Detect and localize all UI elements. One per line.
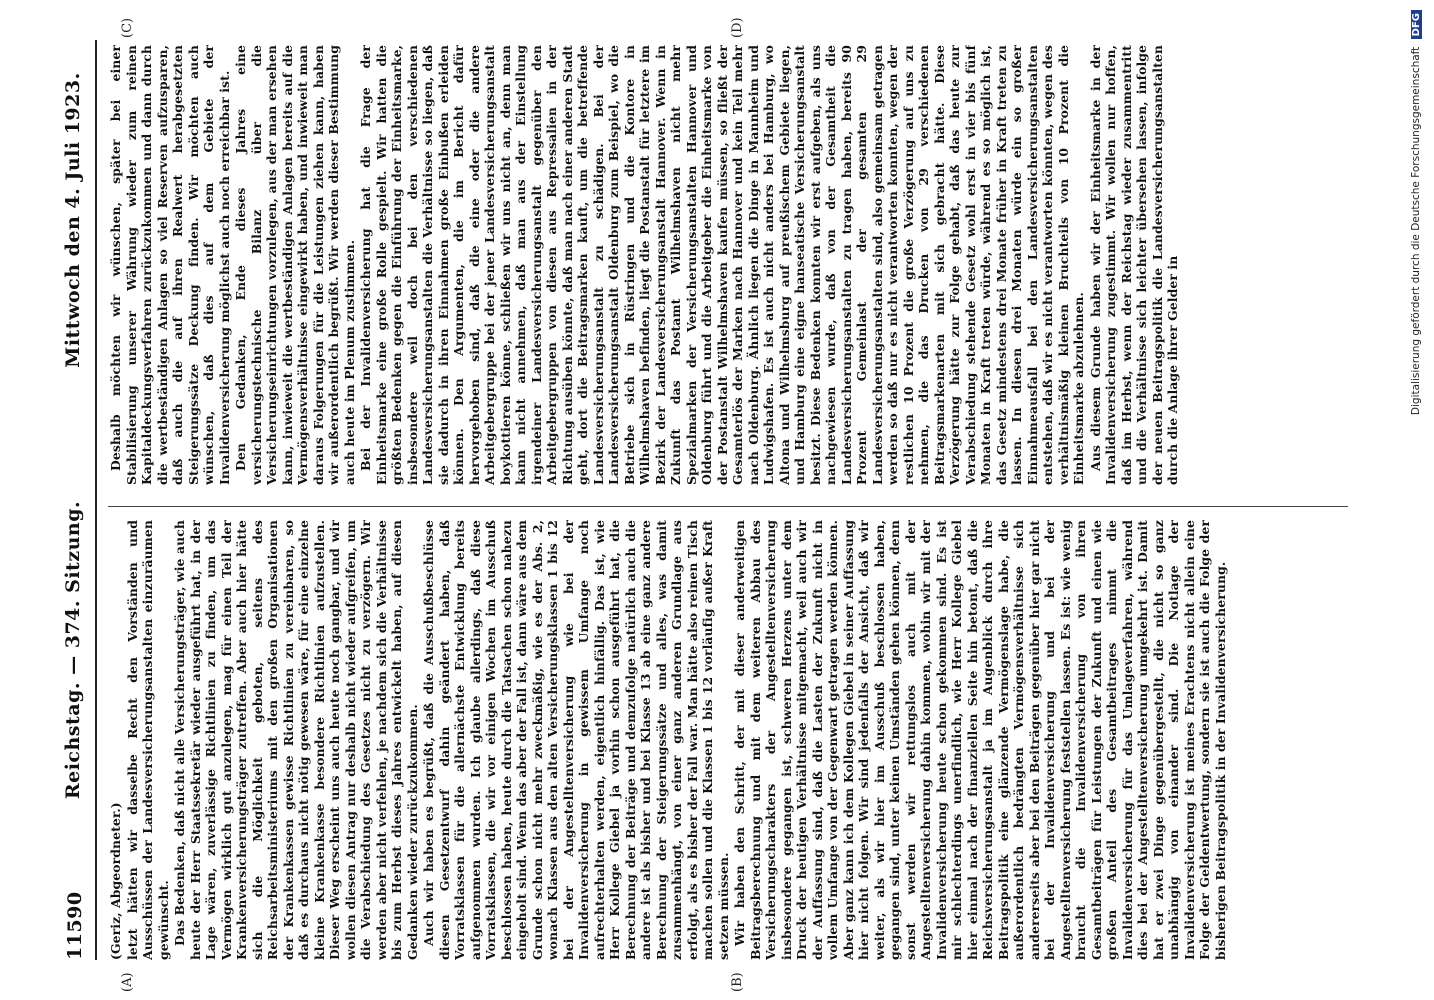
right-column [108,45,1348,485]
left-paragraph: Auch wir haben es begrüßt, daß die Ausschußbeschlüsse diesen Gesetzentwurf dahin geändert haben, daß Vorratsklassen für die allernächste Entwicklung bereits aufgenommen wurden. Ich glaube allerdings, daß diese Vorratsklassen, die wir vor einigen Wochen im Ausschuß beschlossen haben, heute durch die Tatsachen schon nahezu eingeholt sind. Wenn das aber der Fall ist, dann wäre aus dem Grunde schon nicht mehr zweckmäßig, wie es der Abs. 2, wonach Klassen aus den alten Versicherungsklassen 1 bis 12 bei der Angestelltenversicherung wie bei der Invalidenversicherung in gewissem Umfange noch aufrechterhalten werden, eigentlich hinfällig. Das ist, wie Herr Kollege Giebel ja vorhin schon ausgeführt hat, die Berechnung der Beiträge und demzufolge natürlich auch die andere ist als bisher und bei Klasse 13 ab eine ganz andere Berechnung der Steigerungssätze und alles, was damit zusammenhängt, von einer ganz anderen Grundlage aus erfolgt, als es bisher der Fall war. Man hätte also reinen Tisch machen sollen und die Klassen 1 bis 12 vorläufig außer Kraft setzen müssen. [421,520,731,960]
left-column [108,520,1348,960]
margin-mark-c: (C) [120,17,135,38]
digitization-credit [1410,10,1430,990]
left-paragraph: (Geriz, Abgeordneter.) [108,802,123,960]
page-number: 11590 [64,891,86,960]
credit-text: Digitalisierung gefördert durch die Deutsche Forschungsgemeinschaft [1410,46,1422,416]
right-paragraph: Aus diesem Grunde haben wir der Einheitsmarke in der Invalidenversicherung zugestimmt. Wir wollen nur hoffen, daß im Herbst, wenn der Reichstag wieder zusammentritt und die Verhältnisse sich leichter übersehen lassen, infolge der neuen Beitragspolitik die Landesversicherungsanstalten durch die Anlage ihrer Gelder in [1087,45,1180,485]
header-right-title: Mittwoch den 4. Juli 1923. [62,72,84,368]
margin-mark-d: (D) [730,17,745,38]
right-paragraph: Den Gedanken, Ende dieses Jahres eine versicherungstechnische Bilanz über die Versicherungseinrichtungen vorzulegen, aus der man ersehen kann, inwieweit die wertbeständigen Anlagen bereits auf die Vermögensverhältnisse eingewirkt haben, und inwieweit man daraus Folgerungen für die Leistungen ziehen kann, haben wir außerordentlich begrüßt. Wir werden dieser Bestimmung auch heute im Plenum zustimmen. [233,45,357,485]
left-paragraph: letzt hätten wir dasselbe Recht den Vorständen und Ausschüssen der Landesversicherungsanstalten einzuräumen gewünscht. [124,520,171,960]
header-left-title: Reichstag. — 374. Sitzung. [62,500,84,800]
column-divider [108,506,1348,507]
page-header [62,40,92,960]
header-rule [95,40,97,960]
dfg-logo: DFG [1411,10,1422,39]
margin-mark-b: (B) [730,972,745,992]
left-paragraph: Das Bedenken, daß nicht alle Versicherungsträger, wie auch heute der Herr Staatssekretär wieder ausgeführt hat, in der Lage wären, zuverlässige Richtlinien zu finden, um das Vermögen wirklich gut anzulegen, mag für einen Teil der Krankenversicherungsträger zutreffen. Aber auch hier hätte sich die Möglichkeit geboten, seitens des Reichsarbeitsministeriums mit den großen Organisationen der Krankenkassen gewisse Richtlinien zu vereinbaren, so daß es durchaus nicht nötig gewesen wäre, für eine einzelne kleine Krankenkasse besondere Richtlinien aufzustellen. Dieser Weg erscheint uns auch heute noch gangbar, und wir wollen diesen Antrag nur deshalb nicht wieder aufgreifen, um die Verabschiedung des Gesetzes nicht zu verzögern. Wir werden aber nicht verfehlen, je nachdem sich die Verhältnisse bis zum Herbst dieses Jahres entwickelt haben, auf diesen Gedanken wieder zurückzukommen. [172,520,420,960]
margin-mark-a: (A) [120,972,135,992]
right-paragraph: Bei der Invalidenversicherung hat die Frage der Einheitsmarke eine große Rolle gespielt. Wir hatten die größten Bedenken gegen die Einführung der Einheitsmarke, insbesondere weil doch bei den verschiedenen Landesversicherungsanstalten die Verhältnisse so liegen, daß sie dadurch in ihren Einnahmen große Einbußen erleiden können. Den Argumenten, die im Bericht dafür hervorgehoben sind, daß die eine oder die andere Arbeitgebergruppe bei der jener Landesversicherungsanstalt boykottieren könne, schließen wir uns nicht an, denn man kann nicht annehmen, daß man aus der Einstellung irgendeiner Landesversicherungsanstalt gegenüber den Arbeitgebergruppen von diesen aus Repressalien in der Richtung ausüben könnte, daß man nach einer anderen Stadt geht, dort die Beitragsmarken kauft, um die betreffende Landesversicherungsanstalt zu schädigen. Bei der Landesversicherungsanstalt Oldenburg zum Beispiel, wo die Betriebe sich in Rüstringen und die Kontore in Wilhelmshaven befinden, liegt die Postanstalt für letztere im Bezirk der Landesversicherungsanstalt Hannover. Wenn in Zukunft das Postamt Wilhelmshaven nicht mehr Spezialmarken der Versicherungsanstalten Hannover und Oldenburg führt und die Arbeitgeber die Einheitsmarke von der Postanstalt Wilhelmshaven kaufen müssen, so fließt der Gesamterlös der Marken nach Hannover und kein Teil mehr nach Oldenburg. Ähnlich liegen die Dinge in Mannheim und Ludwigshafen. Es ist auch nicht anders bei Hamburg, wo Altona und Wilhelmsburg auf preußischem Gebiete liegen, und Hamburg eine eigne hanseatische Versicherungsanstalt besitzt. Diese Bedenken konnten wir erst aufgeben, als uns nachgewiesen wurde, daß von der Gesamtheit die Landesversicherungsanstalten zu tragen haben, bereits 90 Prozent Gemeinlast der gesamten 29 Landesversicherungsanstalten sind, also gemeinsam getragen werden so daß nur es nicht verantworten konnten, wegen der restlichen 10 Prozent die große Verzögerung auf uns zu nehmen, die das Drucken von 29 verschiedenen Beitragsmarkenarten mit sich gebracht hätte. Diese Verzögerung hätte zur Folge gehabt, daß das heute zur Verabschiedung stehende Gesetz wohl erst in vier bis fünf Monaten in Kraft treten würde, während es so möglich ist, das Gesetz mindestens drei Monate früher in Kraft treten zu lassen. In diesen drei Monaten würde ein so großer Einnahmeausfall bei den Landesversicherungsanstalten entstehen, daß wir es nicht verantworten könnten, wegen des verhältnismäßig kleinen Bruchteils von 10 Prozent die Einheitsmarke abzulehnen. [358,45,1086,485]
right-paragraph: Deshalb möchten wir wünschen, später bei einer Stabilisierung unserer Währung wieder zum reinen Kapitaldeckungsverfahren zurückzukommen und dann durch die wertbeständigen Anlagen so viel Reserven aufzusparen, daß auch die auf ihren Realwert herabgesetzten Steigerungssätze Deckung finden. Wir möchten auch wünschen, daß dies auf dem Gebiete der Invalidenversicherung möglichst auch noch erreichbar ist. [108,45,232,485]
left-paragraph: Wir haben den Schritt, der mit dieser anderweitigen Beitragsberechnung und mit dem weiteren Abbau des Versicherungscharakters der Angestelltenversicherung insbesondere gegangen ist, schweren Herzens unter dem Druck der heutigen Verhältnisse mitgemacht, weil auch wir der Auffassung sind, daß die Lasten der Zukunft nicht in vollem Umfange von der Gegenwart getragen werden können. Aber ganz kann ich dem Kollegen Giebel in seiner Auffassung hier nicht folgen. Wir sind jedenfalls der Ansicht, daß wir weiter, als wir hier im Ausschuß beschlossen haben, gegangen sind, unter keinen Umständen gehen können, denn sonst werden wir rettungslos auch mit der Angestelltenversicherung dahin kommen, wohin wir mit der Invalidenversicherung heute schon gekommen sind. Es ist mir schlechterdings unerfindlich, wie Herr Kollege Giebel hier einmal nach der finanziellen Seite hin betont, daß die Reichsversicherungsanstalt ja im Augenblick durch ihre Beitragspolitik eine glänzende Vermögenslage habe, die außerordentlich bedrängten Vermögensverhältnisse sich andererseits aber bei den Beiträgen gegenüber hier gar nicht bei der Invalidenversicherung und bei der Angestelltenversicherung feststellen lassen. Es ist: wie wenig braucht die Invalidenversicherung von ihren Gesamtbeiträgen für Leistungen der Zukunft und einen wie großen Anteil des Gesamtbeitrages nimmt die Invalidenversicherung für das Umlageverfahren, während dies bei der Angestelltenversicherung umgekehrt ist. Damit hat er zwei Dinge gegenübergestellt, die nicht so ganz unabhängig von einander sind. Die Notlage der Invalidenversicherung ist meines Erachtens nicht allein eine Folge der Geldentwertung, sondern sie ist auch die Folge der bisherigen Beitragspolitik in der Invalidenversicherung. [732,520,1228,960]
